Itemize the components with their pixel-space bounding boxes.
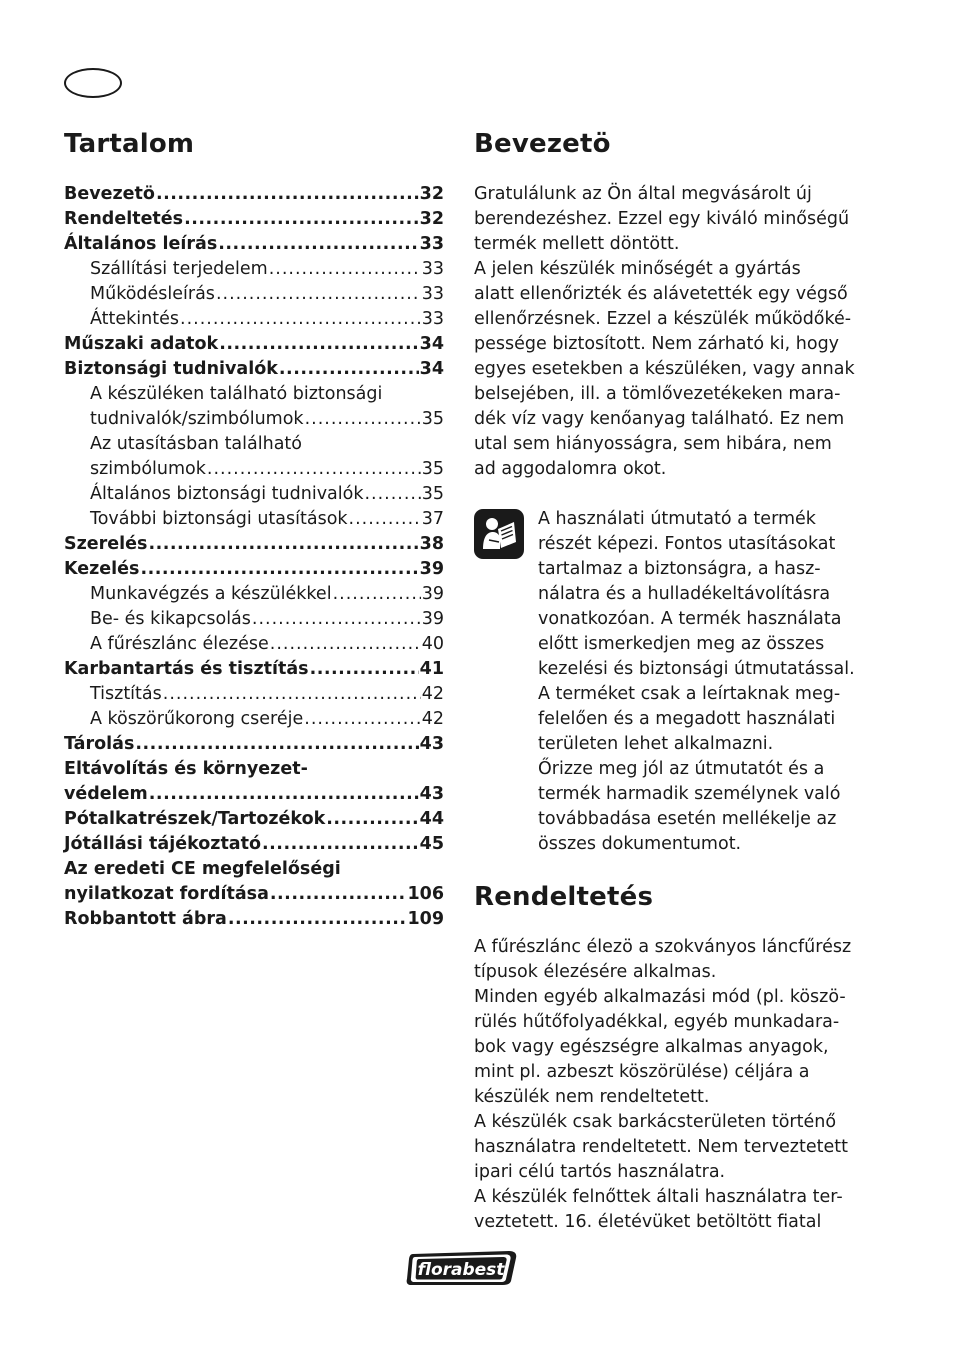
toc-entry-label: Áttekintés [90, 309, 179, 329]
toc-entry [64, 682, 444, 707]
toc-entry [64, 857, 444, 882]
toc-entry-label: Tárolás [64, 734, 135, 754]
toc-entry-label: Szállítási terjedelem [90, 259, 268, 279]
toc-leader-dots [304, 707, 420, 732]
toc-entry [64, 632, 444, 657]
toc-entry [64, 482, 444, 507]
toc-leader-dots [163, 682, 421, 707]
text-line: vonatkozóan. A termék használata [538, 609, 842, 629]
toc-entry [64, 432, 444, 457]
toc-entry [64, 332, 444, 357]
toc-entry [64, 307, 444, 332]
toc-leader-dots [156, 182, 419, 207]
toc-leader-dots [364, 482, 420, 507]
toc-leader-dots [216, 282, 421, 307]
toc-entry-page: 40 [421, 634, 444, 654]
toc-entry-page: 43 [419, 784, 444, 804]
toc-leader-dots [135, 732, 418, 757]
toc-entry [64, 282, 444, 307]
toc-entry-label: Eltávolítás és környezet- [64, 759, 308, 779]
toc-entry [64, 532, 444, 557]
text-line: egyes esetekben a készüléken, vagy annak [474, 359, 855, 379]
text-line: alatt ellenőrizték és alávetették egy végső [474, 284, 848, 304]
toc-entry-label: Szerelés [64, 534, 148, 554]
toc-list [64, 182, 444, 932]
text-line: használatra rendeltetett. Nem terveztetett [474, 1137, 848, 1157]
text-line: rülés hűtőfolyadékkal, egyéb munkadara- [474, 1012, 840, 1032]
toc-entry-page: 45 [419, 834, 444, 854]
text-line: felelően és a megadott használati [538, 709, 836, 729]
language-marker [64, 68, 122, 98]
toc-entry-page: 32 [419, 184, 444, 204]
text-line: veztetett. 16. életévüket betöltött fiatal [474, 1212, 822, 1232]
toc-entry-label: védelem [64, 784, 148, 804]
toc-leader-dots [252, 607, 421, 632]
toc-entry [64, 807, 444, 832]
text-line: pessége biztosított. Nem zárható ki, hogy [474, 334, 840, 354]
toc-leader-dots [148, 532, 418, 557]
text-line: termék harmadik személynek való [538, 784, 841, 804]
toc-entry-page: 33 [421, 309, 444, 329]
toc-entry-label: Általános biztonsági tudnivalók [90, 484, 364, 504]
text-line: területen lehet alkalmazni. [538, 734, 774, 754]
toc-entry-page: 42 [421, 709, 444, 729]
toc-entry [64, 407, 444, 432]
toc-entry-page: 32 [419, 209, 444, 229]
toc-entry-label: Be- és kikapcsolás [90, 609, 251, 629]
toc-leader-dots [184, 207, 419, 232]
toc-entry-page: 41 [419, 659, 444, 679]
toc-entry [64, 257, 444, 282]
logo-text: florabest [417, 1260, 505, 1280]
toc-entry [64, 732, 444, 757]
toc-entry [64, 507, 444, 532]
toc-entry-page: 34 [419, 334, 444, 354]
toc-leader-dots [269, 257, 421, 282]
toc-entry-page: 35 [421, 409, 444, 429]
toc-entry [64, 457, 444, 482]
text-line: Minden egyéb alkalmazási mód (pl. köszö- [474, 987, 846, 1007]
toc-entry [64, 707, 444, 732]
toc-entry-label: Pótalkatrészek/Tartozékok [64, 809, 326, 829]
toc-entry-label: A fűrészlánc élezése [90, 634, 269, 654]
text-line: nálatra és a hulladékeltávolításra [538, 584, 831, 604]
text-line: A terméket csak a leírtaknak meg- [538, 684, 841, 704]
toc-entry-label: tudnivalók/szimbólumok [90, 409, 304, 429]
toc-entry-label: Általános leírás [64, 234, 218, 254]
toc-entry-page: 35 [421, 484, 444, 504]
text-line: kezelési és biztonsági útmutatással. [538, 659, 855, 679]
toc-entry [64, 232, 444, 257]
text-line: A készülék csak barkácsterületen történő [474, 1112, 837, 1132]
toc-entry [64, 882, 444, 907]
toc-entry-label: A köszörűkorong cseréje [90, 709, 304, 729]
toc-entry-page: 37 [421, 509, 444, 529]
toc-entry-label: Kezelés [64, 559, 140, 579]
toc-entry [64, 607, 444, 632]
text-line: utal sem hiányosságra, sem hibára, nem [474, 434, 832, 454]
text-line: A használati útmutató a termék [538, 509, 816, 529]
toc-entry-label: Az eredeti CE megfelelőségi [64, 859, 341, 879]
text-line: termék mellett döntött. [474, 234, 680, 254]
toc-leader-dots [270, 632, 421, 657]
text-line: ad aggodalomra okot. [474, 459, 667, 479]
toc-leader-dots [219, 332, 418, 357]
text-line: A készülék felnőttek általi használatra ter- [474, 1187, 843, 1207]
toc-leader-dots [270, 882, 407, 907]
toc-entry-page: 39 [419, 559, 444, 579]
toc-entry [64, 657, 444, 682]
toc-entry [64, 582, 444, 607]
toc-entry-page: 33 [421, 284, 444, 304]
text-line: Őrizze meg jól az útmutatót és a [538, 759, 825, 779]
text-line: ipari célú tartós használatra. [474, 1162, 726, 1182]
table-of-contents [64, 128, 444, 932]
toc-entry [64, 557, 444, 582]
toc-entry-page: 109 [407, 909, 444, 929]
toc-entry-label: Munkavégzés a készülékkel [90, 584, 332, 604]
intro-title: Bevezetö [474, 129, 611, 159]
toc-entry-label: Működésleírás [90, 284, 215, 304]
toc-entry-label: További biztonsági utasítások [90, 509, 348, 529]
toc-entry-page: 35 [421, 459, 444, 479]
toc-entry-label: Robbantott ábra [64, 909, 227, 929]
text-line: berendezéshez. Ezzel egy kiváló minőségű [474, 209, 850, 229]
toc-leader-dots [218, 232, 418, 257]
toc-leader-dots [310, 657, 419, 682]
manual-note-text [538, 507, 864, 857]
toc-entry [64, 832, 444, 857]
text-line: továbbadása esetén mellékelje az [538, 809, 837, 829]
toc-entry-page: 39 [421, 609, 444, 629]
toc-leader-dots [279, 357, 419, 382]
text-line: A fűrészlánc élezö a szokványos láncfűrész [474, 937, 852, 957]
toc-title: Tartalom [64, 129, 195, 159]
toc-entry-page: 39 [421, 584, 444, 604]
toc-entry-label: Tisztítás [90, 684, 162, 704]
purpose-text [474, 935, 864, 1235]
toc-entry-page: 44 [419, 809, 444, 829]
intro-text [474, 182, 864, 482]
text-line: bok vagy egészségre alkalmas anyagok, [474, 1037, 829, 1057]
manual-note [474, 507, 864, 857]
toc-entry-label: Karbantartás és tisztítás [64, 659, 309, 679]
toc-entry-page: 42 [421, 684, 444, 704]
toc-entry-label: szimbólumok [90, 459, 206, 479]
toc-entry-label: Műszaki adatok [64, 334, 219, 354]
toc-entry [64, 382, 444, 407]
toc-leader-dots [140, 557, 418, 582]
text-line: készülék nem rendeltetett. [474, 1087, 710, 1107]
toc-entry [64, 207, 444, 232]
toc-leader-dots [333, 582, 421, 607]
florabest-logo [405, 1248, 519, 1288]
content-column [474, 128, 864, 1235]
text-line: összes dokumentumot. [538, 834, 742, 854]
toc-leader-dots [207, 457, 421, 482]
text-line: Gratulálunk az Ön által megvásárolt új [474, 184, 812, 204]
toc-entry-page: 34 [419, 359, 444, 379]
toc-entry-page: 38 [419, 534, 444, 554]
text-line: A jelen készülék minőségét a gyártás [474, 259, 801, 279]
toc-entry-page: 33 [419, 234, 444, 254]
toc-entry-label: Az utasításban található [90, 434, 302, 454]
toc-entry [64, 757, 444, 782]
toc-entry-page: 43 [419, 734, 444, 754]
toc-entry [64, 357, 444, 382]
toc-entry-page: 33 [421, 259, 444, 279]
toc-leader-dots [180, 307, 421, 332]
toc-leader-dots [349, 507, 421, 532]
toc-entry-page: 106 [407, 884, 444, 904]
toc-entry-label: Jótállási tájékoztató [64, 834, 262, 854]
toc-entry [64, 782, 444, 807]
toc-entry-label: nyilatkozat fordítása [64, 884, 269, 904]
toc-entry-label: Biztonsági tudnivalók [64, 359, 278, 379]
text-line: típusok élezésére alkalmas. [474, 962, 717, 982]
toc-leader-dots [149, 782, 419, 807]
text-line: dék víz vagy kenőanyag található. Ez nem [474, 409, 845, 429]
toc-entry-label: Rendeltetés [64, 209, 184, 229]
toc-leader-dots [228, 907, 407, 932]
toc-entry [64, 182, 444, 207]
toc-leader-dots [262, 832, 419, 857]
text-line: mint pl. azbeszt köszörülése) céljára a [474, 1062, 810, 1082]
text-line: előtt ismerkedjen meg az összes [538, 634, 825, 654]
toc-leader-dots [305, 407, 421, 432]
read-manual-icon [474, 509, 524, 559]
toc-entry [64, 907, 444, 932]
text-line: belsejében, ill. a tömlővezetékeken mara- [474, 384, 841, 404]
toc-entry-label: A készüléken található biztonsági [90, 384, 383, 404]
toc-entry-label: Bevezetö [64, 184, 155, 204]
text-line: tartalmaz a biztonságra, a hasz- [538, 559, 821, 579]
toc-leader-dots [326, 807, 418, 832]
text-line: részét képezi. Fontos utasításokat [538, 534, 836, 554]
text-line: ellenőrzésnek. Ezzel a készülék működőké- [474, 309, 852, 329]
purpose-title: Rendeltetés [474, 882, 654, 912]
